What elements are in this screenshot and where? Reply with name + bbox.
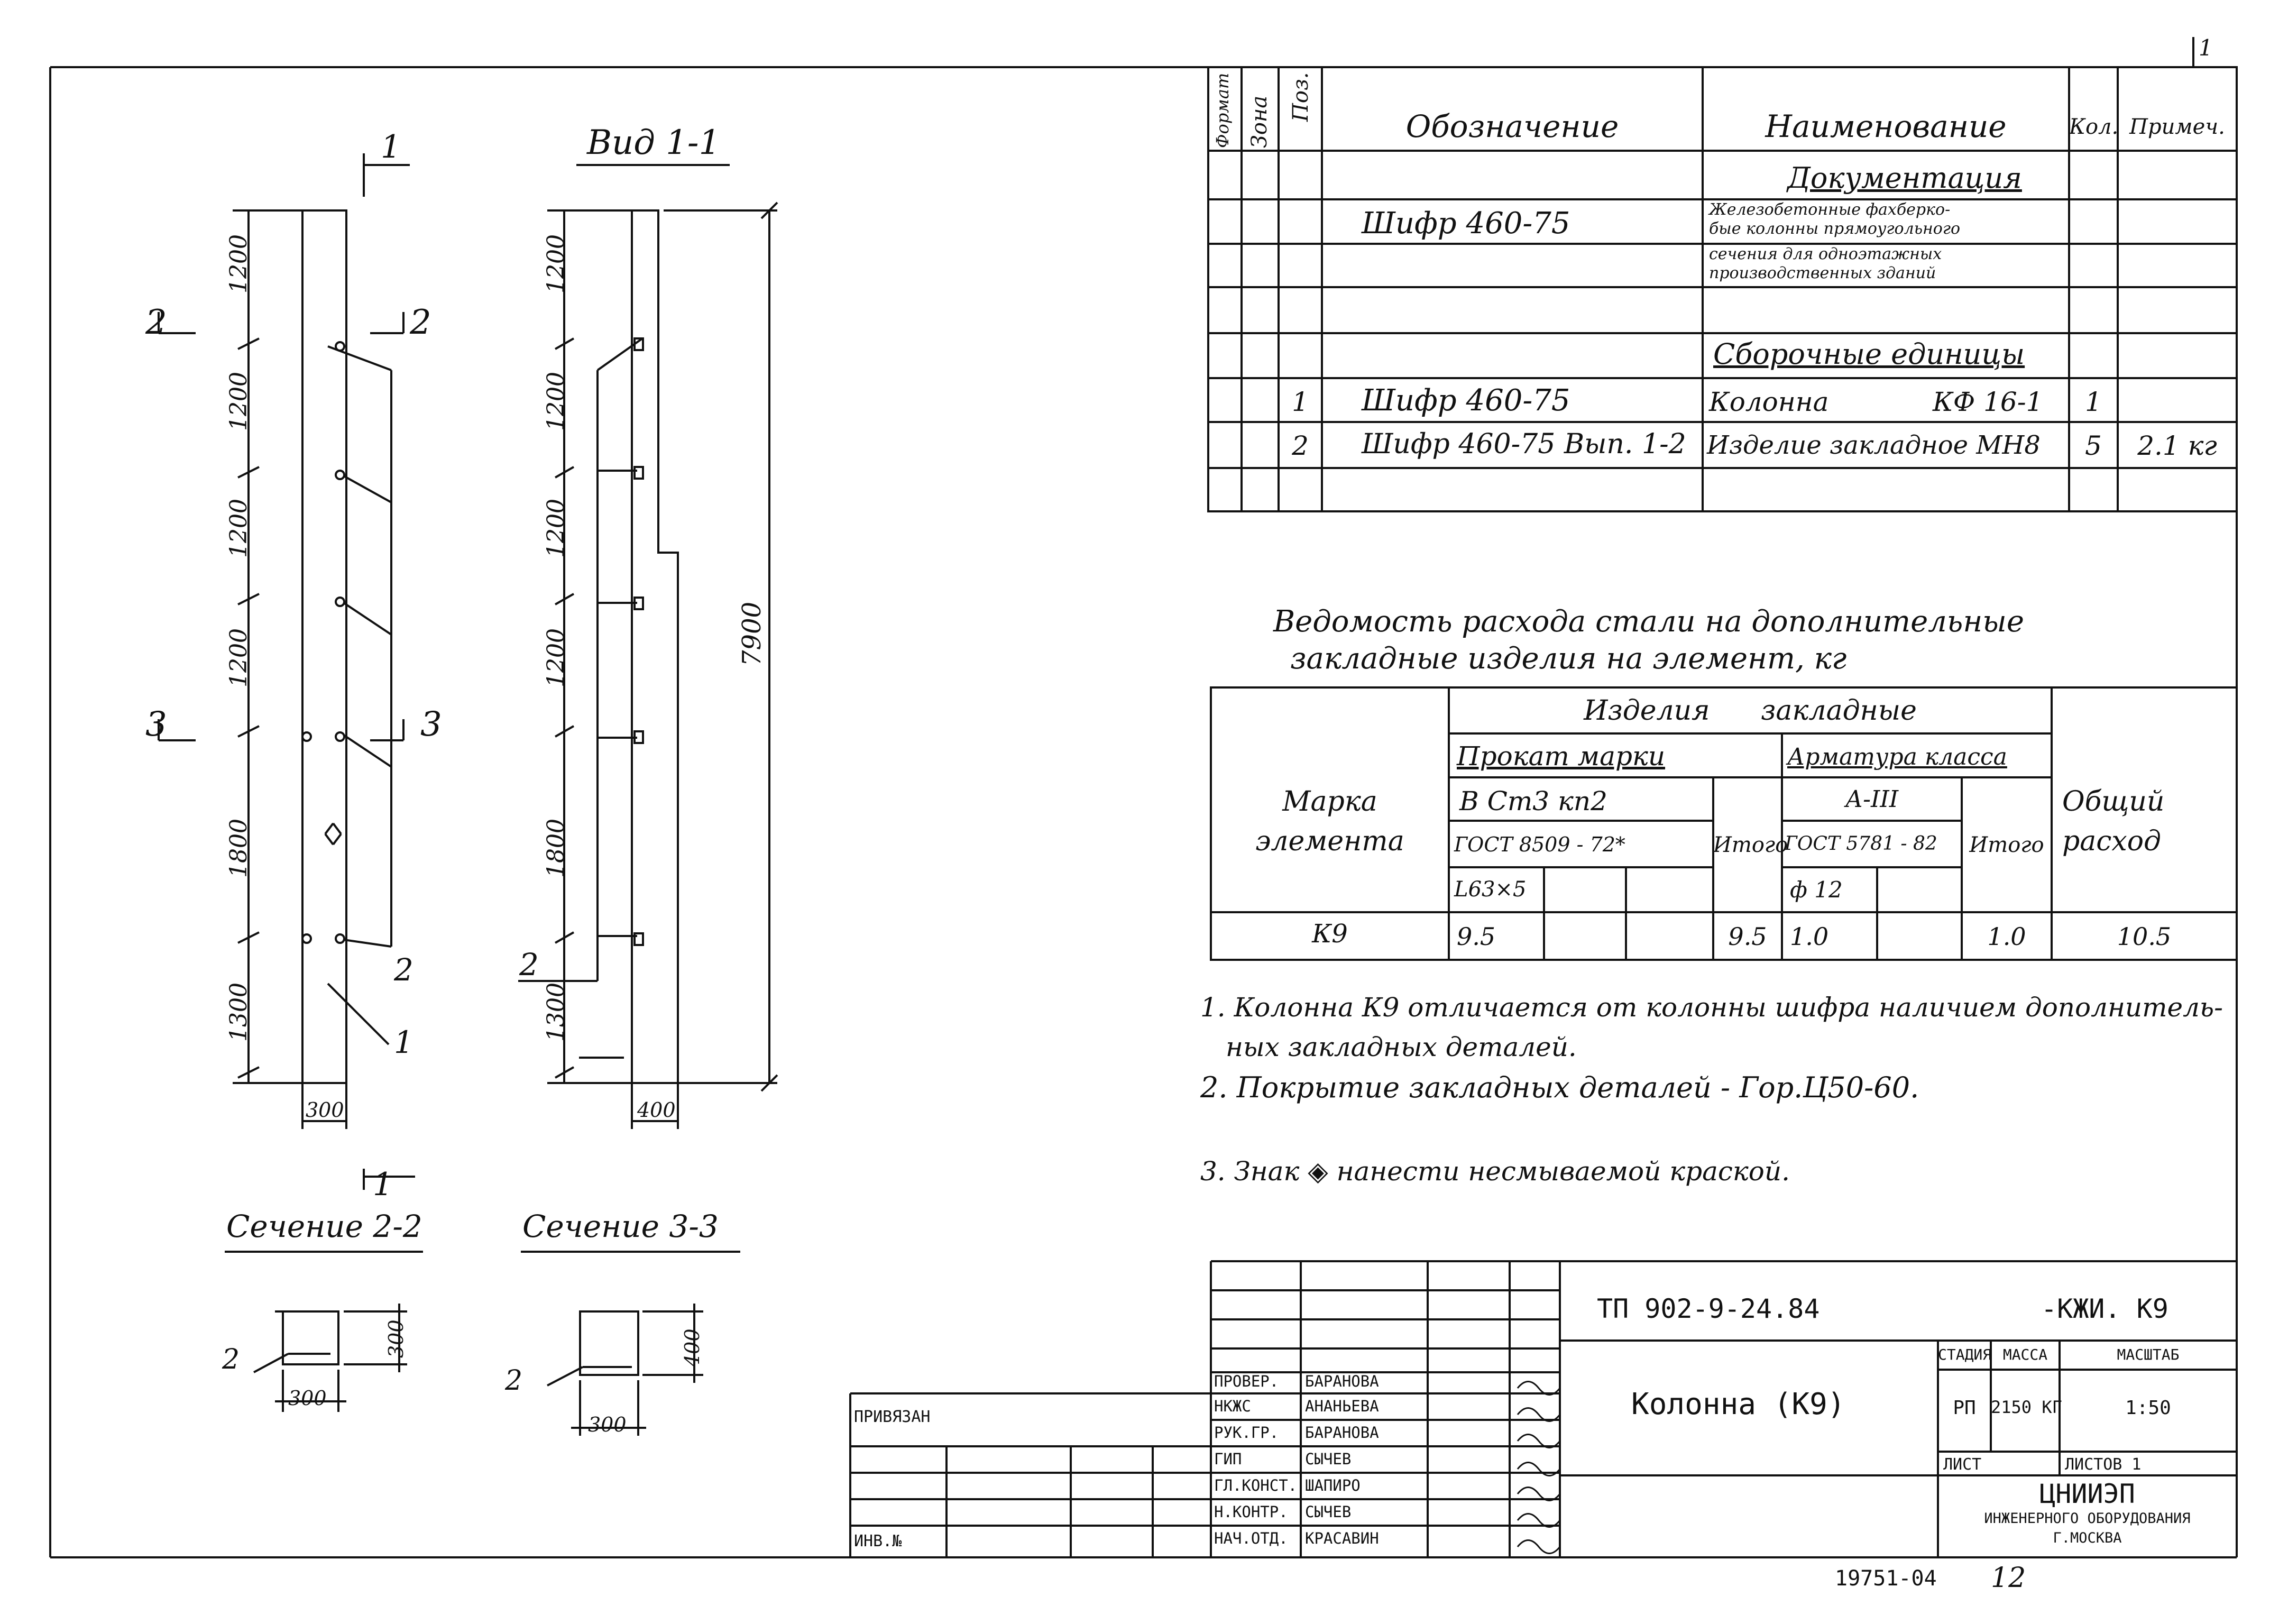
spec-header-zone: Зона [1247,95,1272,148]
tb-stage: РП [1953,1397,1976,1419]
dim-left-2: 1200 [225,372,252,431]
spec-row1-qty: 1 [2085,387,2102,417]
note-1-line2: ных закладных деталей. [1226,1032,1577,1062]
tb-stage-header: СТАДИЯ [1938,1346,1992,1363]
tb-inv: ИНВ.№ [854,1532,902,1550]
steel-h-mark-line1: Марка [1282,786,1377,818]
spec-header-format: Формат [1212,72,1233,148]
spec-row1-mark: КФ 16-1 [1933,387,2043,417]
tb-org2: ИНЖЕНЕРНОГО ОБОРУДОВАНИЯ [1984,1510,2191,1527]
steel-h-total2: Итого [1969,833,2044,857]
steel-h-diam: ф 12 [1790,877,1843,903]
tb-role-4: ГИП [1214,1450,1242,1468]
tb-sheets: ЛИСТОВ 1 [2065,1455,2142,1474]
dim-right-4: 1200 [543,628,569,687]
dim-left-5: 1800 [225,819,252,878]
spec-doc-name-line3: сечения для одноэтажных [1709,245,1942,263]
spec-row2-note: 2.1 кг [2137,430,2217,461]
footer-page: 12 [1991,1562,2026,1594]
spec-row1-designation: Шифр 460-75 [1362,383,1570,418]
dim-width-400: 400 [637,1098,676,1122]
steel-h-profile: L63×5 [1454,877,1527,902]
spec-doc-name-line1: Железобетонные фахберко- [1709,200,1951,219]
steel-h-steel-grade: В Ст3 кп2 [1459,786,1607,816]
section-33-width: 300 [588,1413,627,1436]
tb-sheet: ЛИСТ [1943,1455,1982,1474]
dim-left-4: 1200 [225,628,252,687]
steel-title-line2: закладные изделия на элемент, кг [1290,641,1847,676]
spec-doc-designation: Шифр 460-75 [1362,206,1570,241]
dim-right-5: 1800 [543,819,569,878]
footer-archive: 19751-04 [1835,1566,1937,1591]
leader-pos-2-side: 2 [519,947,539,983]
signatures [1518,1382,1560,1554]
tb-role-2: НКЖС [1214,1397,1251,1415]
steel-h-rolled: Прокат марки [1457,741,1666,772]
spec-row2-designation: Шифр 460-75 Вып. 1-2 [1362,428,1686,460]
tb-org3: Г.МОСКВА [2053,1530,2122,1546]
tb-name-2: АНАНЬЕВА [1305,1397,1379,1415]
section-22-width: 300 [288,1387,327,1410]
spec-header-name: Наименование [1765,108,2007,144]
steel-h-total: Итого [1713,833,1788,857]
dim-right-3: 1200 [543,499,569,558]
dim-overall: 7900 [737,601,767,666]
section-22-leader: 2 [222,1344,240,1375]
spec-row2-pos: 2 [1292,430,1309,461]
note-2: 2. Покрытие закладных деталей - Гор.Ц50-60. [1200,1071,1919,1104]
dim-left-6: 1300 [225,983,252,1042]
dim-right-6: 1300 [543,983,569,1042]
section-33-leader: 2 [505,1365,523,1397]
steel-row-rebar-total: 1.0 [1987,922,2026,951]
dim-right-2: 1200 [543,372,569,431]
cut-label-2-left: 2 [145,303,167,342]
cut-label-3-right: 3 [420,705,442,744]
section-22-title: Сечение 2-2 [226,1208,422,1244]
steel-h-gost2: ГОСТ 5781 - 82 [1785,833,1937,855]
tb-title: Колонна (К9) [1631,1387,1845,1421]
spec-row2-qty: 5 [2085,430,2102,461]
tb-mass-header: МАССА [2002,1346,2048,1363]
spec-header-pos: Поз. [1289,72,1313,122]
steel-h-rebar-class: А-III [1845,786,1899,813]
tb-name-4: СЫЧЕВ [1305,1450,1352,1468]
steel-h-mark-line2: элемента [1255,825,1404,857]
tb-name-1: БАРАНОВА [1305,1372,1379,1390]
steel-h-sum-line1: Общий [2062,786,2165,818]
cut-label-top: 1 [381,129,401,166]
steel-row-mark: К9 [1312,919,1348,949]
tb-code-suffix: -КЖИ. К9 [2041,1293,2168,1324]
spec-section-assemblies: Сборочные единицы [1713,337,2025,371]
dim-left-1: 1200 [225,234,252,293]
spec-doc-name-line4: производственных зданий [1709,264,1936,282]
note-1-line1: 1. Колонна К9 отличается от колонны шифра наличием дополнитель- [1200,992,2223,1023]
steel-h-rebar: Арматура класса [1787,744,2007,770]
spec-row1-name: Колонна [1709,387,1829,417]
steel-title-line1: Ведомость расхода стали на дополнительные [1273,604,2025,639]
tb-role-6: Н.КОНТР. [1214,1503,1288,1521]
steel-row-sum: 10.5 [2117,922,2172,951]
view-title: Вид 1-1 [587,123,721,162]
spec-row1-pos: 1 [1292,387,1309,417]
steel-row-rebar: 1.0 [1790,922,1829,951]
note-3: 3. Знак ◈ нанести несмываемой краской. [1200,1156,1790,1187]
steel-h-gost1: ГОСТ 8509 - 72* [1454,833,1625,856]
spec-header-designation: Обозначение [1405,108,1619,144]
tb-name-6: СЫЧЕВ [1305,1503,1352,1521]
spec-doc-name-line2: бые колонны прямоугольного [1709,219,1961,238]
tb-role-1: ПРОВЕР. [1214,1372,1279,1390]
section-33-title: Сечение 3-3 [522,1208,719,1244]
steel-h-sum-line2: расход [2062,825,2162,857]
corner-mark: 1 [2199,35,2213,61]
steel-row-rolled-total: 9.5 [1728,922,1767,951]
steel-row-rolled: 9.5 [1457,922,1496,951]
tb-org1: ЦНИИЭП [2039,1479,2135,1509]
tb-scale-header: МАСШТАБ [2117,1346,2180,1363]
tb-role-7: НАЧ.ОТД. [1214,1529,1288,1547]
tb-role-5: ГЛ.КОНСТ. [1214,1476,1298,1494]
tb-name-7: КРАСАВИН [1305,1529,1379,1547]
cut-label-3-left: 3 [145,705,167,744]
leader-pos-1: 1 [394,1024,413,1060]
spec-row2-name: Изделие закладное МН8 [1707,430,2041,460]
tb-name-3: БАРАНОВА [1305,1424,1379,1442]
dim-right-1: 1200 [543,234,569,293]
tb-name-5: ШАПИРО [1305,1476,1361,1494]
spec-section-documents: Документация [1787,161,2022,195]
cut-label-2-right: 2 [410,303,431,342]
tb-code: ТП 902-9-24.84 [1597,1293,1820,1324]
dim-left-3: 1200 [225,499,252,558]
spec-header-note: Примеч. [2129,115,2225,139]
tb-scale: 1:50 [2125,1397,2171,1419]
tb-role-3: РУК.ГР. [1214,1424,1279,1442]
steel-h-items: Изделия закладные [1584,695,1917,727]
section-22-height: 300 [384,1319,408,1358]
tb-mass: 2150 КГ [1991,1397,2062,1417]
spec-header-qty: Кол. [2069,115,2119,139]
cut-label-bottom: 1 [373,1166,393,1203]
leader-pos-2-front: 2 [394,952,413,988]
tb-bound: ПРИВЯЗАН [854,1408,931,1426]
dim-width-300: 300 [306,1098,344,1122]
section-33-height: 400 [681,1328,704,1367]
